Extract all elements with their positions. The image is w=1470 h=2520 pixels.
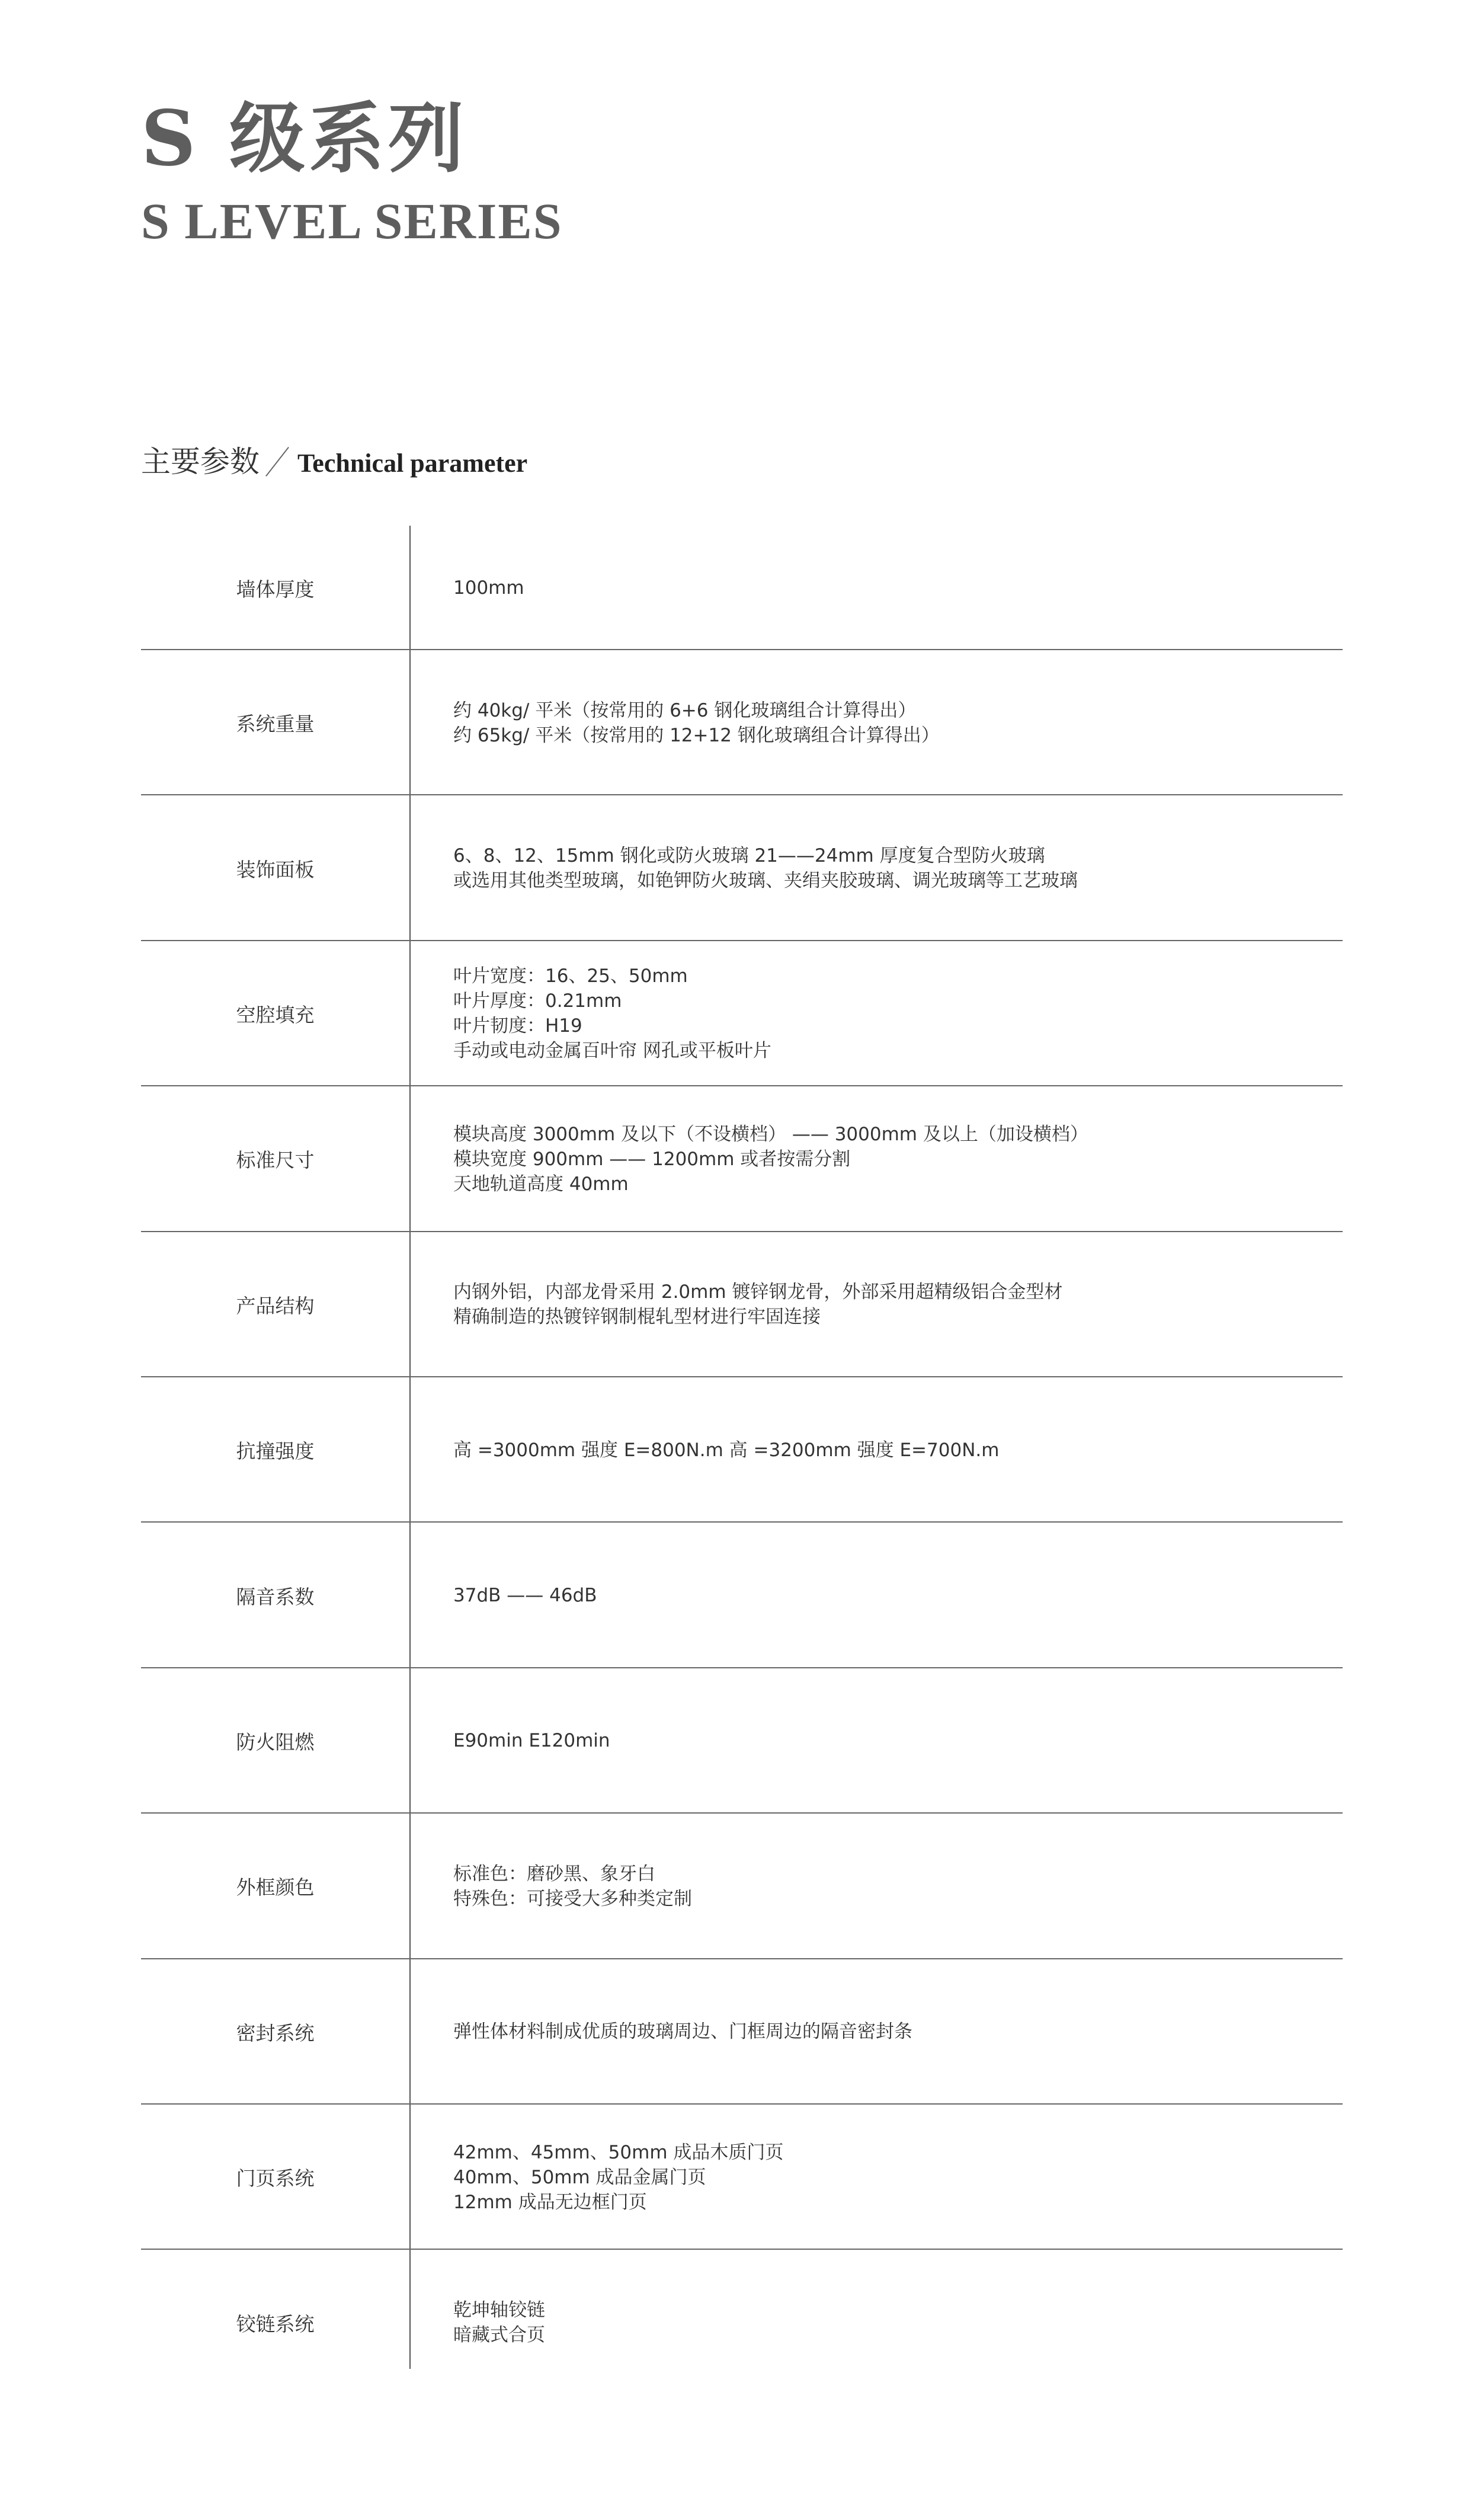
row-label: 墙体厚度 <box>236 577 315 601</box>
row-value <box>453 1523 1343 1668</box>
row-value-line: 叶片厚度：0.21mm <box>453 990 622 1012</box>
slash-divider <box>265 444 289 478</box>
row-label: 防火阻燃 <box>236 1730 315 1754</box>
table-row <box>141 1232 1343 1377</box>
row-value-line: 天地轨道高度 40mm <box>453 1173 629 1195</box>
row-value-line: 约 65kg/ 平米（按常用的 12+12 钢化玻璃组合计算得出） <box>453 724 940 746</box>
table-row <box>141 1523 1343 1668</box>
row-value <box>453 2250 1343 2395</box>
row-label: 抗撞强度 <box>236 1440 315 1463</box>
table-row <box>141 526 1343 650</box>
row-value <box>453 2105 1343 2250</box>
row-label: 装饰面板 <box>236 858 315 881</box>
row-value-line: E90min E120min <box>453 1730 610 1752</box>
table-row <box>141 1668 1343 1814</box>
table-row <box>141 1814 1343 1959</box>
section-heading-cn: 主要参数 <box>141 444 260 479</box>
table-row <box>141 2105 1343 2250</box>
table-row <box>141 1377 1343 1523</box>
row-value-line: 12mm 成品无边框门页 <box>453 2191 647 2213</box>
section-heading <box>141 444 527 478</box>
row-value-line: 特殊色：可接受大多种类定制 <box>453 1888 692 1910</box>
row-value-line: 模块宽度 900mm —— 1200mm 或者按需分割 <box>453 1148 851 1170</box>
row-value-line: 手动或电动金属百叶帘 网孔或平板叶片 <box>453 1040 771 1062</box>
row-value <box>453 1814 1343 1959</box>
row-value-line: 标准色：磨砂黑、象牙白 <box>453 1863 655 1885</box>
row-value-line: 高 =3000mm 强度 E=800N.m 高 =3200mm 强度 E=700N.m <box>453 1439 1000 1461</box>
row-value <box>453 1377 1343 1523</box>
table-row <box>141 941 1343 1086</box>
row-value <box>453 1668 1343 1814</box>
row-label: 产品结构 <box>236 1294 315 1317</box>
row-value-line: 约 40kg/ 平米（按常用的 6+6 钢化玻璃组合计算得出） <box>453 699 917 721</box>
row-value-line: 100mm <box>453 577 524 599</box>
row-value-line: 乾坤轴铰链 <box>453 2300 545 2321</box>
row-label: 隔音系数 <box>236 1585 315 1608</box>
row-label: 系统重量 <box>236 712 315 736</box>
table-row <box>141 2250 1343 2395</box>
row-value <box>453 795 1343 941</box>
row-label: 铰链系统 <box>236 2312 315 2336</box>
row-label: 门页系统 <box>236 2167 315 2190</box>
row-value <box>453 1232 1343 1377</box>
row-value-line: 暗藏式合页 <box>453 2324 545 2346</box>
row-value-line: 42mm、45mm、50mm 成品木质门页 <box>453 2141 784 2163</box>
row-value <box>453 526 1343 650</box>
table-row <box>141 795 1343 941</box>
row-value-line: 叶片宽度：16、25、50mm <box>453 965 688 987</box>
row-label: 密封系统 <box>236 2021 315 2045</box>
row-value-line: 6、8、12、15mm 钢化或防火玻璃 21——24mm 厚度复合型防火玻璃 <box>453 845 1045 867</box>
table-row <box>141 1086 1343 1232</box>
row-value-line: 40mm、50mm 成品金属门页 <box>453 2166 706 2188</box>
row-value-line: 精确制造的热镀锌钢制棍轧型材进行牢固连接 <box>453 1306 821 1328</box>
row-label: 空腔填充 <box>236 1003 315 1026</box>
row-value-line: 弹性体材料制成优质的玻璃周边、门框周边的隔音密封条 <box>453 2021 912 2043</box>
row-value-line: 37dB —— 46dB <box>453 1585 597 1607</box>
section-heading-en: Technical parameter <box>297 449 528 478</box>
page-title-cn: S 级系列 <box>141 94 468 183</box>
page-title-en: S LEVEL SERIES <box>141 193 563 250</box>
row-value <box>453 650 1343 795</box>
row-value-line: 模块高度 3000mm 及以下（不设横档） —— 3000mm 及以上（加设横档） <box>453 1123 1088 1145</box>
table-row <box>141 650 1343 795</box>
row-value-line: 或选用其他类型玻璃，如铯钾防火玻璃、夹绢夹胶玻璃、调光玻璃等工艺玻璃 <box>453 870 1078 892</box>
row-value <box>453 941 1343 1086</box>
row-value-line: 叶片韧度：H19 <box>453 1015 582 1037</box>
table-row <box>141 1959 1343 2105</box>
row-label: 标准尺寸 <box>236 1149 315 1172</box>
row-value <box>453 1086 1343 1232</box>
row-value <box>453 1959 1343 2105</box>
row-label: 外框颜色 <box>236 1876 315 1899</box>
row-value-line: 内钢外铝，内部龙骨采用 2.0mm 镀锌钢龙骨，外部采用超精级铝合金型材 <box>453 1281 1063 1303</box>
